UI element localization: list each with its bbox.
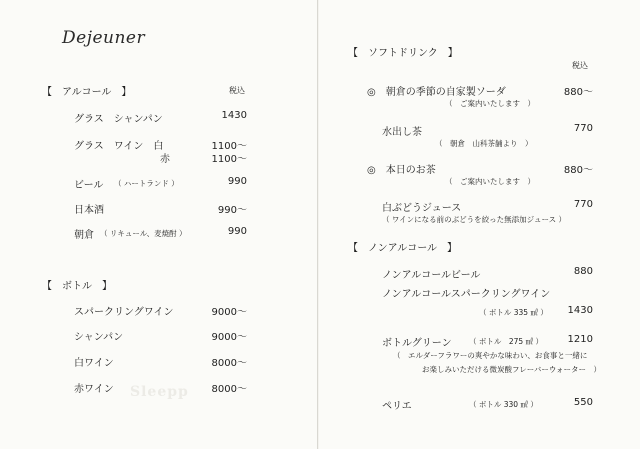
perrier-note: （ ボトル 330 ㎖ ） (469, 400, 538, 409)
glass-champagne-price: 1430 (221, 110, 247, 121)
tax-included-label: 税込 (229, 86, 245, 95)
bottle-item-name: スパークリングワイン (74, 307, 174, 318)
seasonal-soda-name: ◎ 朝倉の季節の自家製ソーダ (367, 87, 506, 98)
bottle-green-name: ボトルグリーン (382, 338, 452, 349)
non-alcohol-sparkling-price: 1430 (567, 305, 593, 316)
bottle-green-description-line1: （ エルダーフラワーの爽やかな味わい、お食事と一緒に (393, 351, 588, 360)
asakura-name: 朝倉 (74, 230, 94, 241)
asakura-price: 990 (227, 226, 247, 237)
daily-tea-price: 880〜 (563, 165, 593, 176)
bottle-green-price: 1210 (567, 334, 593, 345)
white-grape-juice-name: 白ぶどうジュース (382, 203, 462, 214)
daily-tea-note: （ ご案内いたします ） (445, 177, 535, 186)
glass-wine-name: グラス ワイン 白 (74, 141, 164, 152)
page-title: Dejeuner (62, 28, 146, 48)
bottle-item-price: 9000〜 (211, 307, 247, 318)
left-menu-page (0, 0, 318, 449)
bottle-item-price: 8000〜 (211, 358, 247, 369)
perrier-name: ペリエ (382, 401, 412, 412)
white-grape-juice-note: （ ワインになる前のぶどうを絞った無添加ジュース ） (382, 215, 567, 224)
bottle-item-name: 赤ワイン (74, 384, 114, 395)
right-menu-page (319, 0, 640, 449)
cold-brew-tea-price: 770 (573, 123, 593, 134)
bottle-item-name: 白ワイン (74, 358, 114, 369)
white-grape-juice-price: 770 (573, 199, 593, 210)
bottle-item-price: 8000〜 (211, 384, 247, 395)
asakura-note: （ リキュール、麦焼酎 ） (100, 229, 187, 238)
bottle-section-header: 【 ボトル 】 (42, 281, 112, 292)
sake-price: 990〜 (217, 205, 247, 216)
glass-wine-red-price: 1100〜 (211, 154, 247, 165)
seasonal-soda-note: （ ご案内いたします ） (445, 99, 535, 108)
beer-price: 990 (227, 176, 247, 187)
seasonal-soda-price: 880〜 (563, 87, 593, 98)
bottle-item-price: 9000〜 (211, 332, 247, 343)
cold-brew-tea-note: （ 朝倉 山科茶舗より ） (435, 139, 533, 148)
non-alcohol-sparkling-note: （ ボトル 335 ㎖ ） (479, 308, 548, 317)
soft-drink-section-header: 【 ソフトドリンク 】 (348, 48, 458, 59)
beer-name: ビール (74, 180, 104, 191)
glass-wine-red-label: 赤 (160, 154, 170, 165)
non-alcohol-sparkling-name: ノンアルコールスパークリングワイン (382, 289, 551, 300)
glass-champagne-name: グラス シャンパン (74, 114, 163, 125)
non-alcohol-beer-price: 880 (573, 266, 593, 277)
non-alcohol-section-header: 【 ノンアルコール 】 (348, 243, 457, 254)
alcohol-section-header: 【 アルコール 】 (42, 87, 132, 98)
tax-included-label: 税込 (572, 61, 588, 70)
cold-brew-tea-name: 水出し茶 (382, 127, 422, 138)
glass-wine-white-price: 1100〜 (211, 141, 247, 152)
bottle-item-name: シャンパン (74, 332, 124, 343)
non-alcohol-beer-name: ノンアルコールビール (382, 270, 481, 281)
sake-name: 日本酒 (74, 205, 104, 216)
bottle-green-description-line2: お楽しみいただける微炭酸フレーバーウォーター ） (422, 365, 602, 374)
beer-note: （ ハートランド ） (114, 179, 179, 188)
show-through-logo: Sleepp (130, 384, 189, 400)
perrier-price: 550 (573, 397, 593, 408)
daily-tea-name: ◎ 本日のお茶 (367, 165, 436, 176)
bottle-green-volume-note: （ ボトル 275 ㎖ ） (469, 337, 543, 346)
